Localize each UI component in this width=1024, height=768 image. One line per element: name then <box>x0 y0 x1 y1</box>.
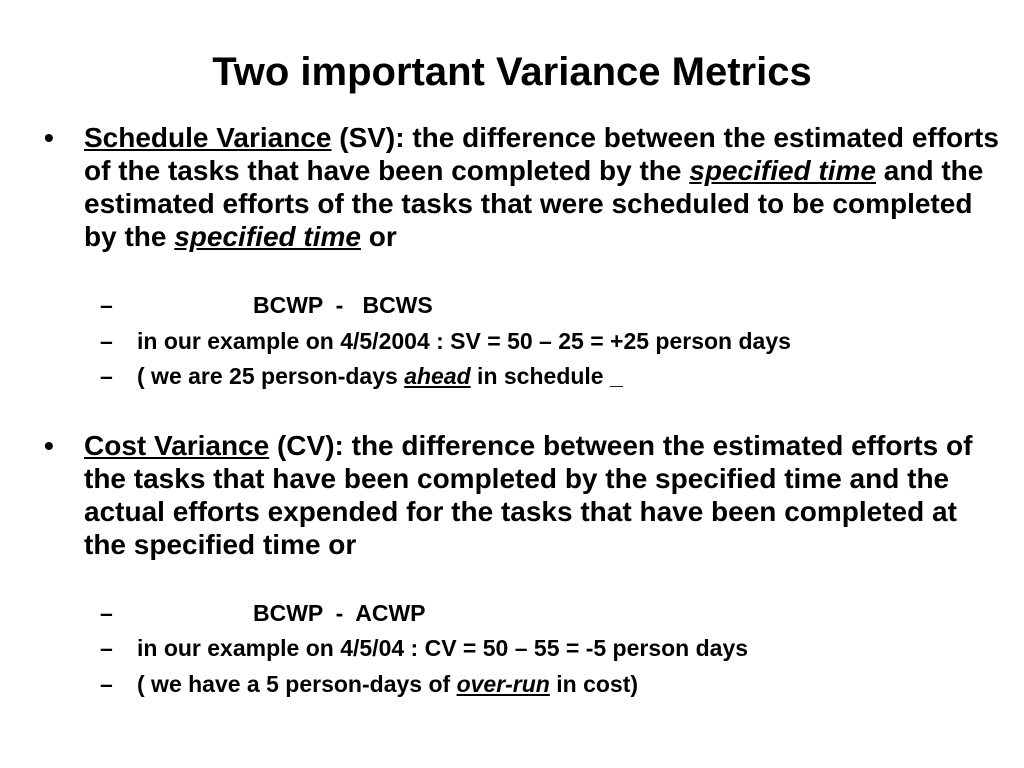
sv-note <box>137 360 623 393</box>
sv-emph-specified-time-2: specified time <box>174 221 361 252</box>
sv-example-item <box>0 325 1024 358</box>
sv-text-3: or <box>360 221 397 252</box>
cv-note-item <box>0 668 1024 701</box>
sv-emph-specified-time-1: specified time <box>689 155 876 186</box>
sv-note-ahead: ahead <box>404 363 471 389</box>
cv-formula-item <box>0 597 1024 630</box>
sv-formula-item <box>0 289 1024 322</box>
cv-note-before: ( we have a 5 person-days of <box>137 671 457 697</box>
bullet-icon: • <box>44 122 54 153</box>
sv-note-before: ( we are 25 person-days <box>137 363 405 389</box>
sv-note-item <box>0 360 1024 393</box>
cv-text-1: (CV): the difference between the estimated efforts of the tasks that have been completed by the specified time and the actual efforts expended for the tasks that have been completed at the specified time or <box>84 430 973 560</box>
cv-example: in our example on 4/5/04 : CV = 50 – 55 = -5 person days <box>137 635 749 661</box>
slide-title: Two important Variance Metrics <box>212 50 812 94</box>
dash-icon: – <box>100 600 113 626</box>
schedule-variance-definition <box>84 121 1004 253</box>
dash-icon: – <box>100 363 113 389</box>
cv-formula: BCWP - ACWP <box>253 600 426 626</box>
cv-note <box>137 668 638 701</box>
dash-icon: – <box>100 671 113 697</box>
bullet-icon: • <box>44 430 54 461</box>
sv-text-1: (SV): the difference between the estimated efforts of the tasks that have been completed by the <box>84 122 999 186</box>
cv-note-over-run: over-run <box>456 671 550 697</box>
schedule-variance-term: Schedule Variance <box>84 122 332 153</box>
cost-variance-term: Cost Variance <box>84 430 270 461</box>
sv-note-after: in schedule _ <box>470 363 623 389</box>
sv-text-2: and the estimated efforts of the tasks that were scheduled to be completed by the <box>84 155 984 252</box>
cost-variance-definition <box>84 429 1004 561</box>
cv-note-after: in cost) <box>549 671 639 697</box>
dash-icon: – <box>100 292 113 318</box>
dash-icon: – <box>100 635 113 661</box>
dash-icon: – <box>100 328 113 354</box>
sv-formula: BCWP - BCWS <box>253 292 433 318</box>
cv-example-item <box>0 632 1024 665</box>
sv-example: in our example on 4/5/2004 : SV = 50 – 25 = +25 person days <box>137 328 791 354</box>
